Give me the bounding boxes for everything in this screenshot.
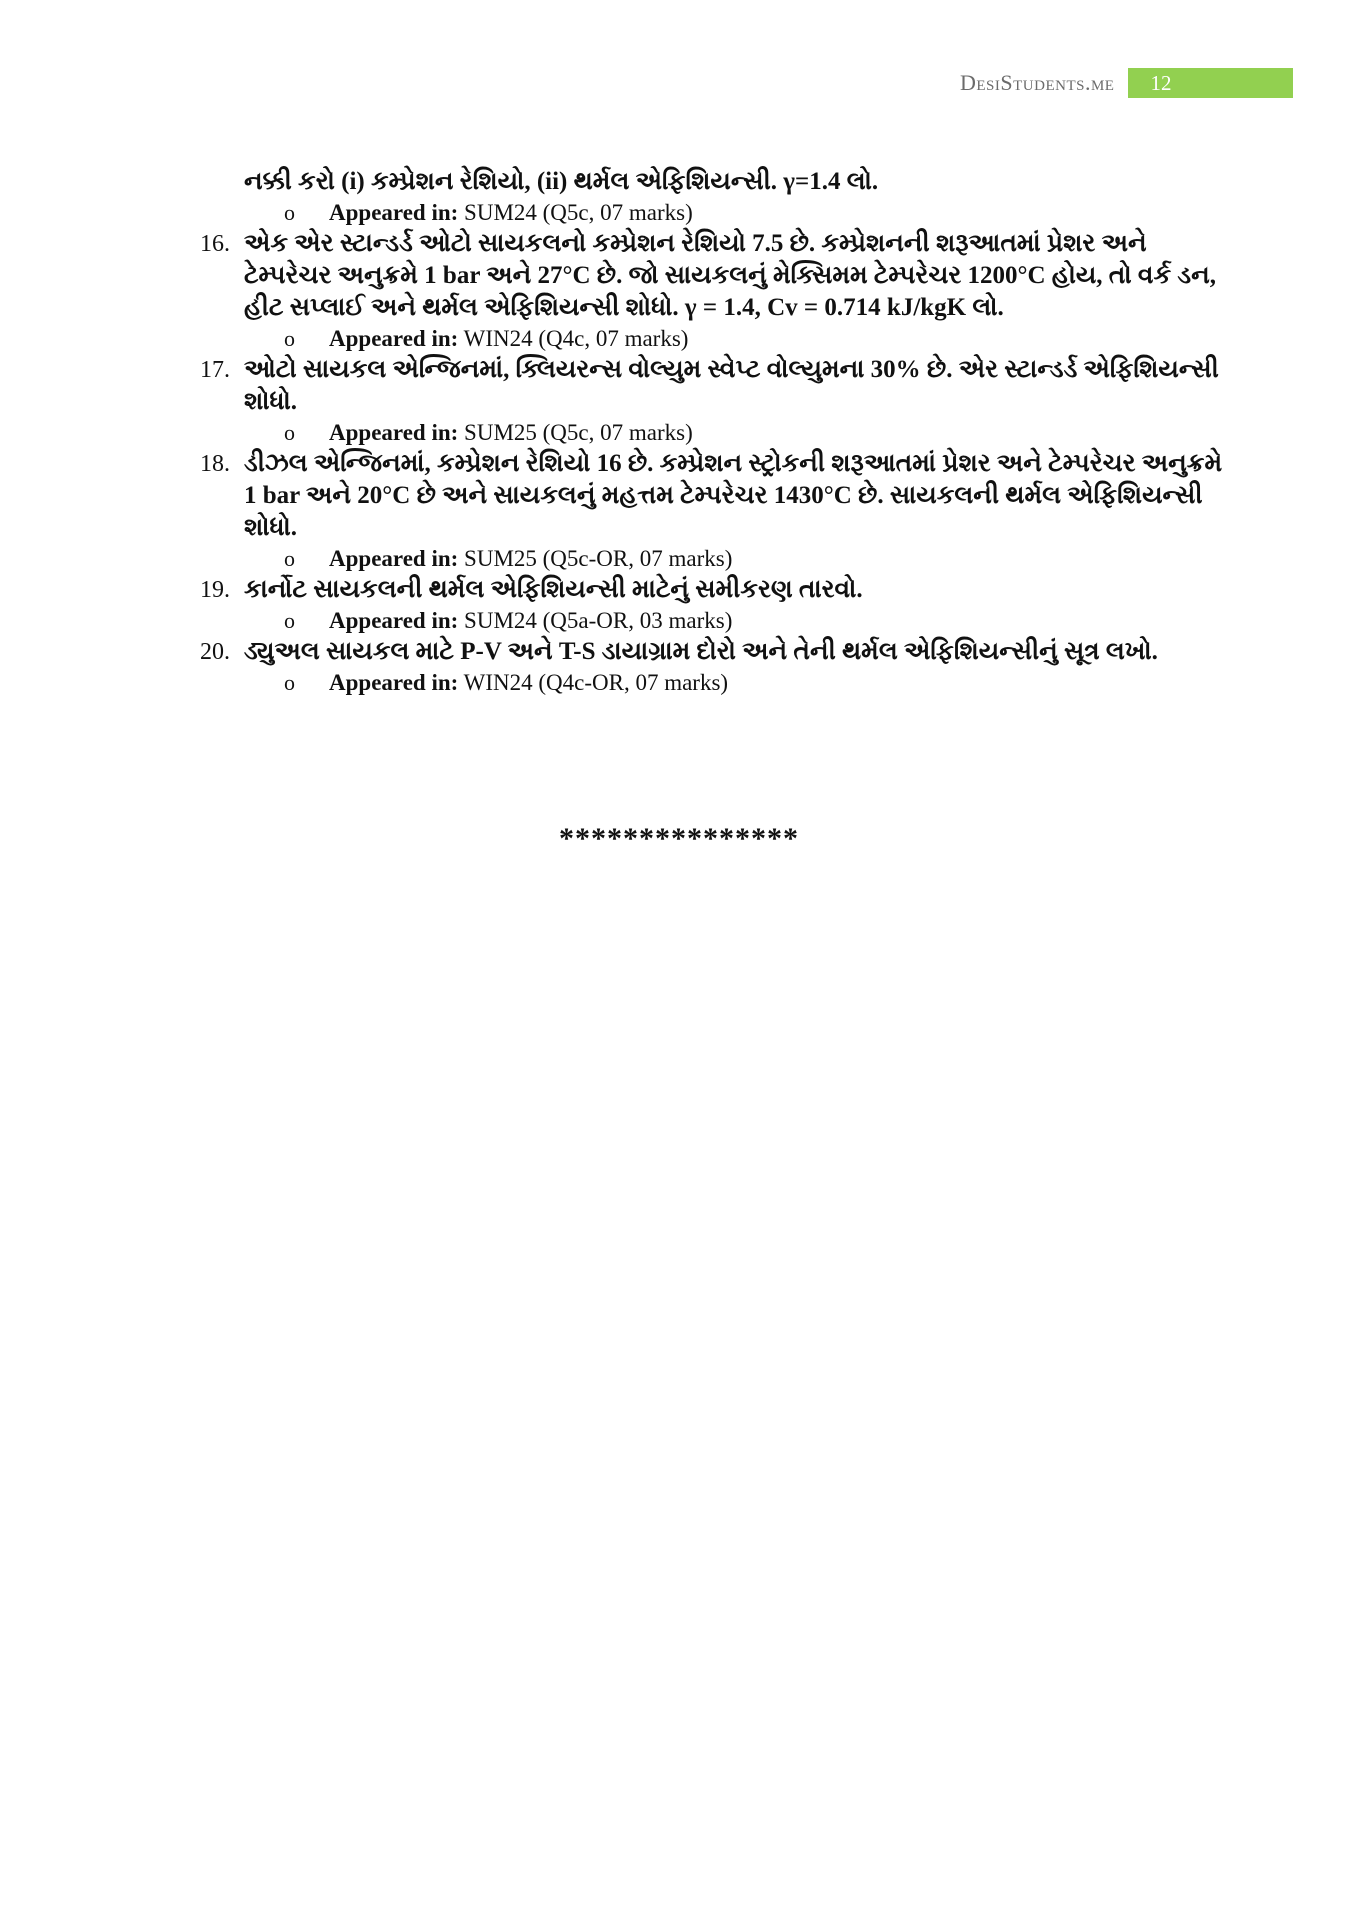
- appeared-line: [200, 668, 1200, 698]
- question-continuation: [200, 166, 1234, 198]
- appeared-label: Appeared in:: [329, 608, 459, 633]
- question-item: [200, 354, 1234, 418]
- appeared-value: WIN24 (Q4c-OR, 07 marks): [458, 670, 729, 695]
- question-text: ડીઝલ એન્જિનમાં, કમ્પ્રેશન રેશિયો 16 છે. કમ્પ્રેશન સ્ટ્રોકની શરૂઆતમાં પ્રેશર અને ટેમ્પરેચર અનુક્રમે 1 bar અને 20°C છે અને સાયકલનું મહત્તમ ટેમ્પરેચર 1430°C છે. સાયકલની થર્મલ એફિશિયન્સી શોધો.: [244, 450, 1223, 541]
- page-header: [960, 68, 1293, 98]
- page-number: 12: [1128, 68, 1293, 98]
- appeared-label: Appeared in:: [329, 200, 459, 225]
- question-list: [200, 166, 1223, 698]
- appeared-value: SUM25 (Q5c, 07 marks): [458, 420, 693, 445]
- question-number: 16.: [200, 231, 230, 257]
- appeared-line: [200, 324, 1200, 354]
- appeared-line: [200, 544, 1200, 574]
- bullet-icon: o: [284, 670, 295, 695]
- appeared-line: [200, 198, 1200, 228]
- question-text: ડ્યુઅલ સાયકલ માટે P-V અને T-S ડાયાગ્રામ દોરો અને તેની થર્મલ એફિશિયન્સીનું સૂત્ર લખો.: [244, 638, 1158, 665]
- question-number: 18.: [200, 451, 230, 477]
- question-text: એક એર સ્ટાન્ડર્ડ ઓટો સાયકલનો કમ્પ્રેશન રેશિયો 7.5 છે. કમ્પ્રેશનની શરૂઆતમાં પ્રેશર અને ટેમ્પરેચર અનુક્રમે 1 bar અને 27°C છે. જો સાયકલનું મેક્સિમમ ટેમ્પરેચર 1200°C હોય, તો વર્ક ડન, હીટ સપ્લાઈ અને થર્મલ એફિશિયન્સી શોધો. γ = 1.4, Cv = 0.714 kJ/kgK લો.: [244, 230, 1216, 321]
- appeared-label: Appeared in:: [329, 670, 459, 695]
- bullet-icon: o: [284, 200, 295, 225]
- appeared-value: SUM24 (Q5c, 07 marks): [458, 200, 693, 225]
- appeared-line: [200, 418, 1200, 448]
- appeared-value: WIN24 (Q4c, 07 marks): [458, 326, 689, 351]
- appeared-line: [200, 606, 1200, 636]
- question-item: [200, 448, 1234, 544]
- site-name: DesiStudents.me: [960, 70, 1115, 95]
- appeared-value: SUM25 (Q5c-OR, 07 marks): [458, 546, 733, 571]
- bullet-icon: o: [284, 546, 295, 571]
- question-number: 20.: [200, 639, 230, 665]
- question-item: [200, 636, 1234, 668]
- question-item: [200, 574, 1234, 606]
- bullet-icon: o: [284, 420, 295, 445]
- question-text: નક્કી કરો (i) કમ્પ્રેશન રેશિયો, (ii) થર્મલ એફિશિયન્સી. γ=1.4 લો.: [244, 168, 879, 195]
- appeared-label: Appeared in:: [329, 326, 459, 351]
- section-end-stars: ***************: [559, 822, 799, 855]
- question-number: 17.: [200, 357, 230, 383]
- bullet-icon: o: [284, 326, 295, 351]
- question-text: કાર્નોટ સાયકલની થર્મલ એફિશિયન્સી માટેનું સમીકરણ તારવો.: [244, 576, 863, 603]
- bullet-icon: o: [284, 608, 295, 633]
- appeared-value: SUM24 (Q5a-OR, 03 marks): [458, 608, 733, 633]
- question-text: ઓટો સાયકલ એન્જિનમાં, ક્લિયરન્સ વોલ્યુમ સ્વેપ્ટ વોલ્યુમના 30% છે. એર સ્ટાન્ડર્ડ એફિશિયન્સી શોધો.: [244, 356, 1219, 415]
- appeared-label: Appeared in:: [329, 546, 459, 571]
- appeared-label: Appeared in:: [329, 420, 459, 445]
- question-number: 19.: [200, 577, 230, 603]
- question-item: [200, 228, 1234, 324]
